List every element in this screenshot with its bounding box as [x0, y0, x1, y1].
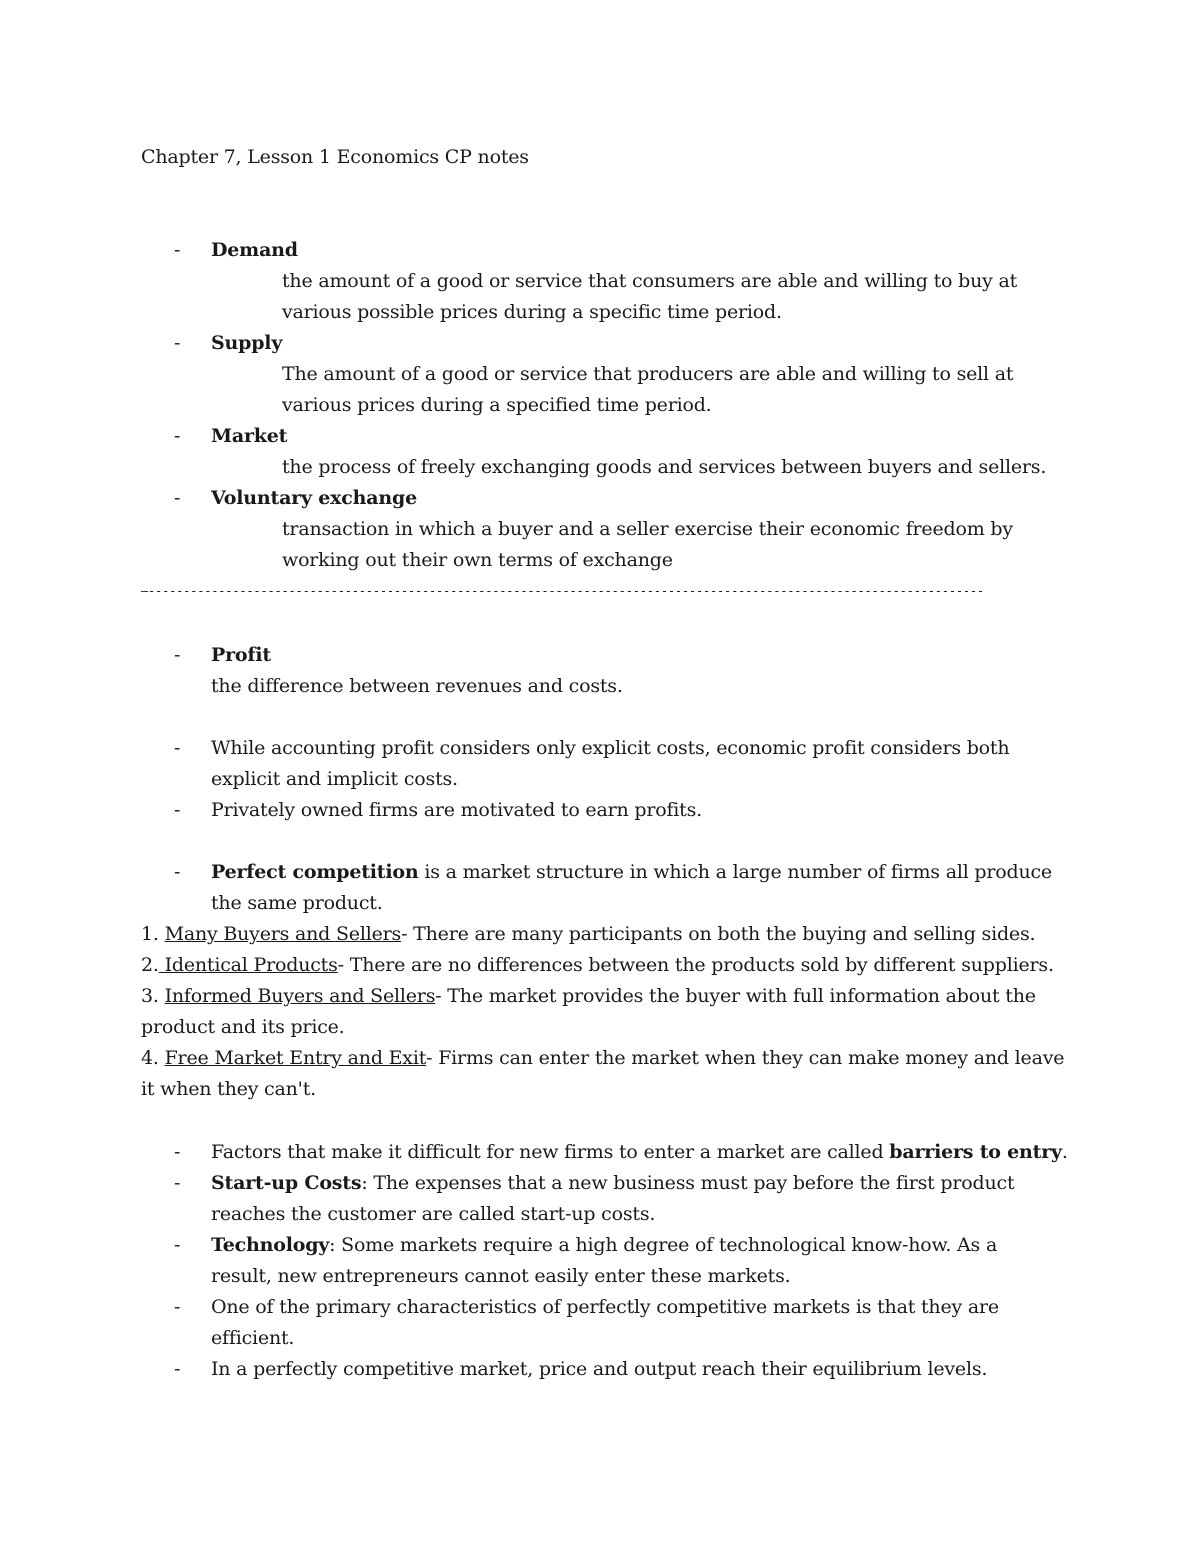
- definition-demand-line-2: various possible prices during a specific time period.: [282, 301, 782, 323]
- note-accounting-profit-line-2: explicit and implicit costs.: [211, 768, 458, 790]
- startup-costs-line-1: [211, 1172, 1014, 1194]
- technology-text: : Some markets require a high degree of technological know-how. As a: [329, 1234, 998, 1256]
- technology-line-1: [211, 1234, 997, 1256]
- condition-3: [141, 985, 1036, 1007]
- term-voluntary-exchange: Voluntary exchange: [211, 487, 417, 509]
- definition-profit: the difference between revenues and costs.: [211, 675, 623, 697]
- condition-3-continuation: product and its price.: [141, 1016, 345, 1038]
- condition-label: Free Market Entry and Exit: [164, 1047, 427, 1069]
- condition-number: 4.: [141, 1047, 165, 1069]
- bullet-dash: -: [174, 239, 181, 261]
- bullet-dash: -: [174, 737, 181, 759]
- condition-text: - There are no differences between the products sold by different suppliers.: [337, 954, 1054, 976]
- technology-line-2: result, new entrepreneurs cannot easily enter these markets.: [211, 1265, 791, 1287]
- barriers-text: Factors that make it difficult for new firms to enter a market are called: [211, 1141, 890, 1163]
- note-efficiency-line-2: efficient.: [211, 1327, 295, 1349]
- bullet-dash: -: [174, 332, 181, 354]
- condition-4-continuation: it when they can't.: [141, 1078, 316, 1100]
- bullet-dash: -: [174, 1141, 181, 1163]
- perfect-competition-line-1: [211, 861, 1052, 883]
- condition-number: 1.: [141, 923, 165, 945]
- condition-number: 3.: [141, 985, 165, 1007]
- note-privately-owned: Privately owned firms are motivated to earn profits.: [211, 799, 702, 821]
- perfect-competition-line-2: the same product.: [211, 892, 383, 914]
- barriers-end: .: [1061, 1141, 1068, 1163]
- bullet-dash: -: [174, 799, 181, 821]
- definition-supply-line-2: various prices during a specified time period.: [282, 394, 712, 416]
- definition-demand-line-1: the amount of a good or service that consumers are able and willing to buy at: [282, 270, 1018, 292]
- bullet-dash: -: [174, 1358, 181, 1380]
- term-perfect-competition: Perfect competition: [211, 861, 419, 883]
- bullet-dash: -: [174, 425, 181, 447]
- note-equilibrium: In a perfectly competitive market, price and output reach their equilibrium levels.: [211, 1358, 988, 1380]
- section-divider: —-----------------------------------------------------------------------------------------------------------------------: [141, 584, 984, 598]
- term-profit: Profit: [211, 644, 271, 666]
- condition-2: [141, 954, 1054, 976]
- definition-market-line-1: the process of freely exchanging goods and services between buyers and sellers.: [282, 456, 1047, 478]
- condition-label: Identical Products: [158, 954, 338, 976]
- condition-number: 2.: [141, 954, 159, 976]
- term-demand: Demand: [211, 239, 298, 261]
- term-startup-costs: Start-up Costs: [211, 1172, 362, 1194]
- bullet-dash: -: [174, 487, 181, 509]
- startup-costs-line-2: reaches the customer are called start-up costs.: [211, 1203, 656, 1225]
- term-technology: Technology: [211, 1234, 330, 1256]
- bullet-dash: -: [174, 861, 181, 883]
- definition-supply-line-1: The amount of a good or service that producers are able and willing to sell at: [282, 363, 1014, 385]
- barriers-line: [211, 1141, 1068, 1163]
- condition-1: [141, 923, 1035, 945]
- condition-text: - Firms can enter the market when they can make money and leave: [426, 1047, 1065, 1069]
- bullet-dash: -: [174, 644, 181, 666]
- bullet-dash: -: [174, 1234, 181, 1256]
- perfect-competition-text: is a market structure in which a large number of firms all produce: [418, 861, 1052, 883]
- definition-voluntary-exchange-line-2: working out their own terms of exchange: [282, 549, 673, 571]
- term-barriers-to-entry: barriers to entry: [889, 1141, 1062, 1163]
- page-title: Chapter 7, Lesson 1 Economics CP notes: [141, 146, 529, 168]
- condition-4: [141, 1047, 1064, 1069]
- bullet-dash: -: [174, 1296, 181, 1318]
- definition-voluntary-exchange-line-1: transaction in which a buyer and a seller exercise their economic freedom by: [282, 518, 1013, 540]
- condition-label: Many Buyers and Sellers: [164, 923, 402, 945]
- note-efficiency-line-1: One of the primary characteristics of perfectly competitive markets is that they are: [211, 1296, 999, 1318]
- startup-costs-text: : The expenses that a new business must pay before the first product: [361, 1172, 1015, 1194]
- note-accounting-profit-line-1: While accounting profit considers only explicit costs, economic profit considers both: [211, 737, 1010, 759]
- bullet-dash: -: [174, 1172, 181, 1194]
- term-market: Market: [211, 425, 288, 447]
- term-supply: Supply: [211, 332, 283, 354]
- condition-text: - There are many participants on both the buying and selling sides.: [401, 923, 1036, 945]
- condition-label: Informed Buyers and Sellers: [164, 985, 436, 1007]
- condition-text: - The market provides the buyer with full information about the: [435, 985, 1036, 1007]
